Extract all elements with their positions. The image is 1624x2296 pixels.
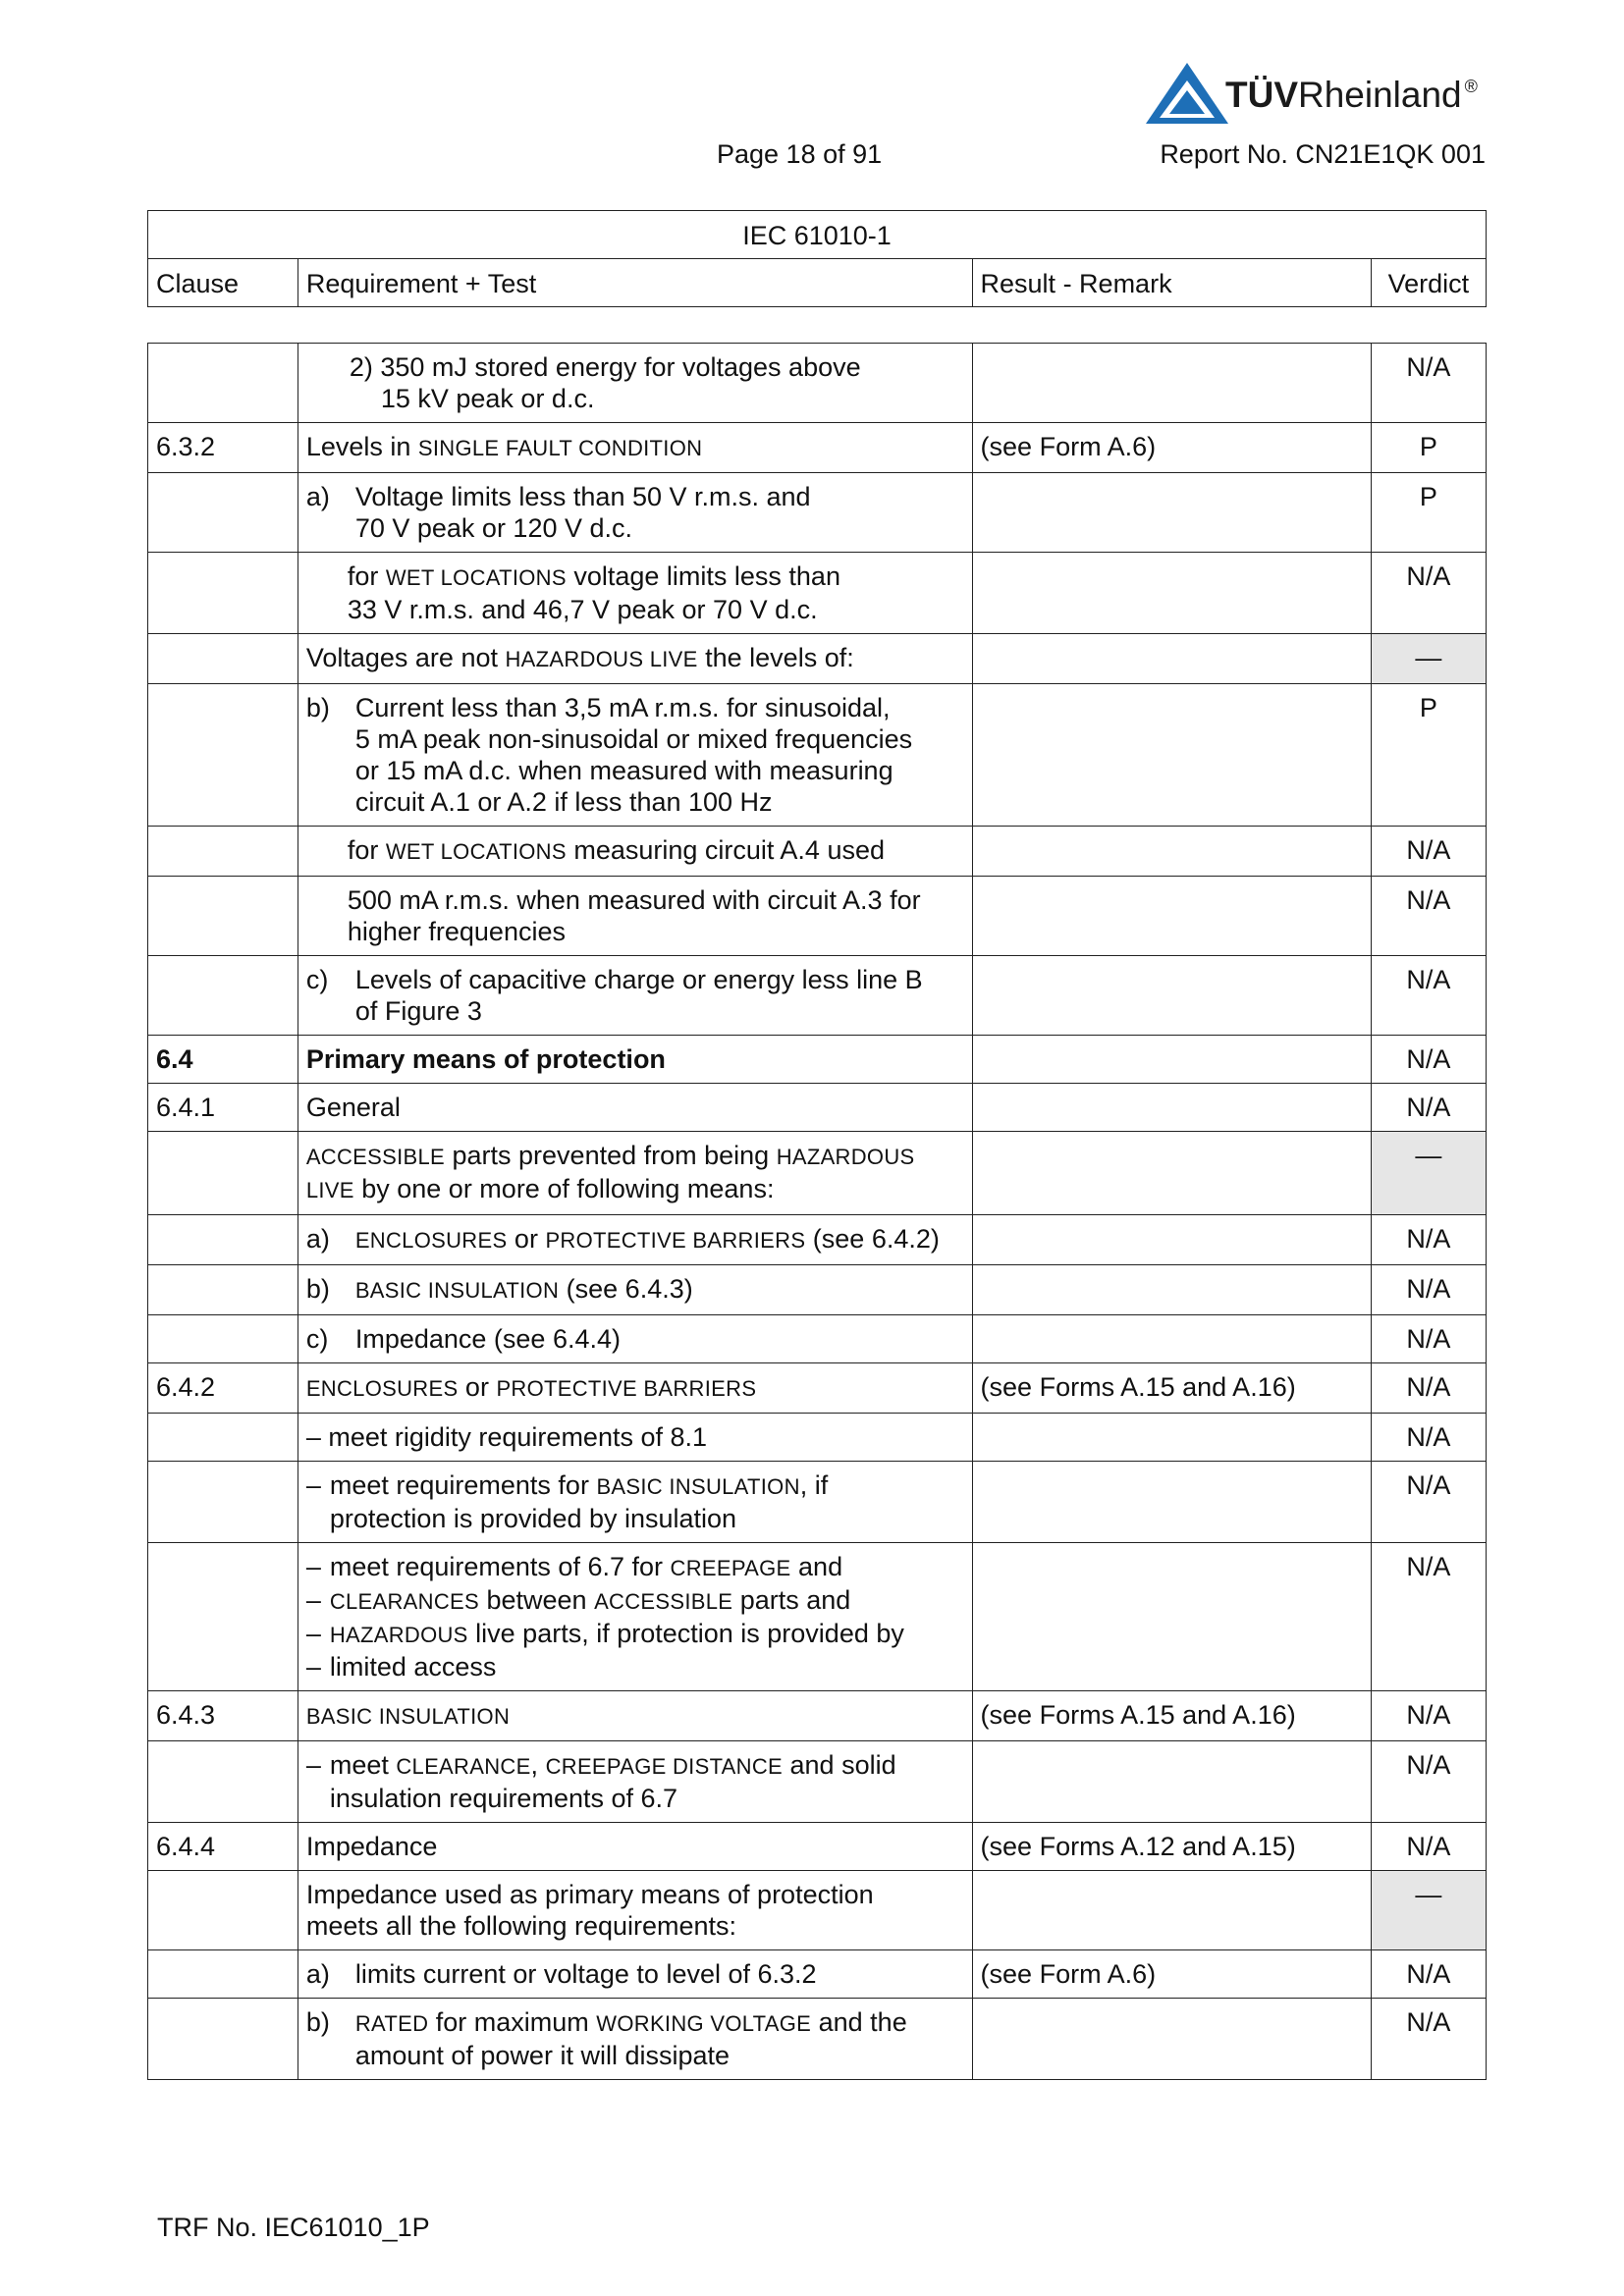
table-row: 6.4.1 General N/A [148, 1084, 1487, 1132]
table-row: b) BASIC INSULATION (see 6.4.3) N/A [148, 1265, 1487, 1315]
table-row: b) RATED for maximum WORKING VOLTAGE and the amount of power it will dissipate N/A [148, 1999, 1487, 2080]
standard-title: IEC 61010-1 [148, 211, 1487, 259]
table-header [147, 210, 1487, 307]
table-row: ACCESSIBLE parts prevented from being HAZARDOUS LIVE by one or more of following means: — [148, 1132, 1487, 1215]
table-row: b) Current less than 3,5 mA r.m.s. for sinusoidal, 5 mA peak non-sinusoidal or mixed frequencies or 15 mA d.c. when measured with measuring circuit A.1 or A.2 if less than 100 Hz P [148, 684, 1487, 827]
table-row: for WET LOCATIONS voltage limits less than 33 V r.m.s. and 46,7 V peak or 70 V d.c. N/A [148, 553, 1487, 634]
table-row: Impedance used as primary means of protection meets all the following requirements: — [148, 1871, 1487, 1950]
table-row: Voltages are not HAZARDOUS LIVE the levels of: — [148, 634, 1487, 684]
table-row: for WET LOCATIONS measuring circuit A.4 used N/A [148, 827, 1487, 877]
report-number: Report No. CN21E1QK 001 [1160, 139, 1486, 169]
table-row: c) Levels of capacitive charge or energy less line B of Figure 3 N/A [148, 956, 1487, 1036]
col-verdict: Verdict [1371, 259, 1486, 307]
col-result: Result - Remark [972, 259, 1371, 307]
table-row: c) Impedance (see 6.4.4) N/A [148, 1315, 1487, 1363]
table-row: – meet requirements for BASIC INSULATION, if protection is provided by insulation N/A [148, 1462, 1487, 1543]
col-requirement: Requirement + Test [298, 259, 972, 307]
table-row: a) limits current or voltage to level of 6.3.2 (see Form A.6) N/A [148, 1950, 1487, 1999]
table-row: a) Voltage limits less than 50 V r.m.s. and 70 V peak or 120 V d.c. P [148, 473, 1487, 553]
table-row: 6.4.2 ENCLOSURES or PROTECTIVE BARRIERS (see Forms A.15 and A.16) N/A [148, 1363, 1487, 1414]
table-row: 500 mA r.m.s. when measured with circuit A.3 for higher frequencies N/A [148, 877, 1487, 956]
table-row: a) ENCLOSURES or PROTECTIVE BARRIERS (see 6.4.2) N/A [148, 1215, 1487, 1265]
logo-wordmark: TÜVRheinland ® [1225, 75, 1478, 115]
table-row: – meet requirements of 6.7 for CREEPAGE and – CLEARANCES between ACCESSIBLE parts and – HAZARDOUS live parts, if protection is provided by – limited access N/A [148, 1543, 1487, 1691]
table-row: 6.4 Primary means of protection N/A [148, 1036, 1487, 1084]
table-row: 2) 350 mJ stored energy for voltages above 15 kV peak or d.c. N/A [148, 344, 1487, 423]
page-number: Page 18 of 91 [717, 139, 883, 169]
col-clause: Clause [148, 259, 298, 307]
table-row: – meet CLEARANCE, CREEPAGE DISTANCE and solid insulation requirements of 6.7 N/A [148, 1741, 1487, 1823]
footer-trf-number: TRF No. IEC61010_1P [157, 2213, 430, 2242]
table-row: – meet rigidity requirements of 8.1 N/A [148, 1414, 1487, 1462]
table-row: 6.3.2 Levels in SINGLE FAULT CONDITION (see Form A.6) P [148, 423, 1487, 473]
table-row: 6.4.3 BASIC INSULATION (see Forms A.15 and A.16) N/A [148, 1691, 1487, 1741]
requirements-table [147, 343, 1487, 2080]
table-row: 6.4.4 Impedance (see Forms A.12 and A.15) N/A [148, 1823, 1487, 1871]
